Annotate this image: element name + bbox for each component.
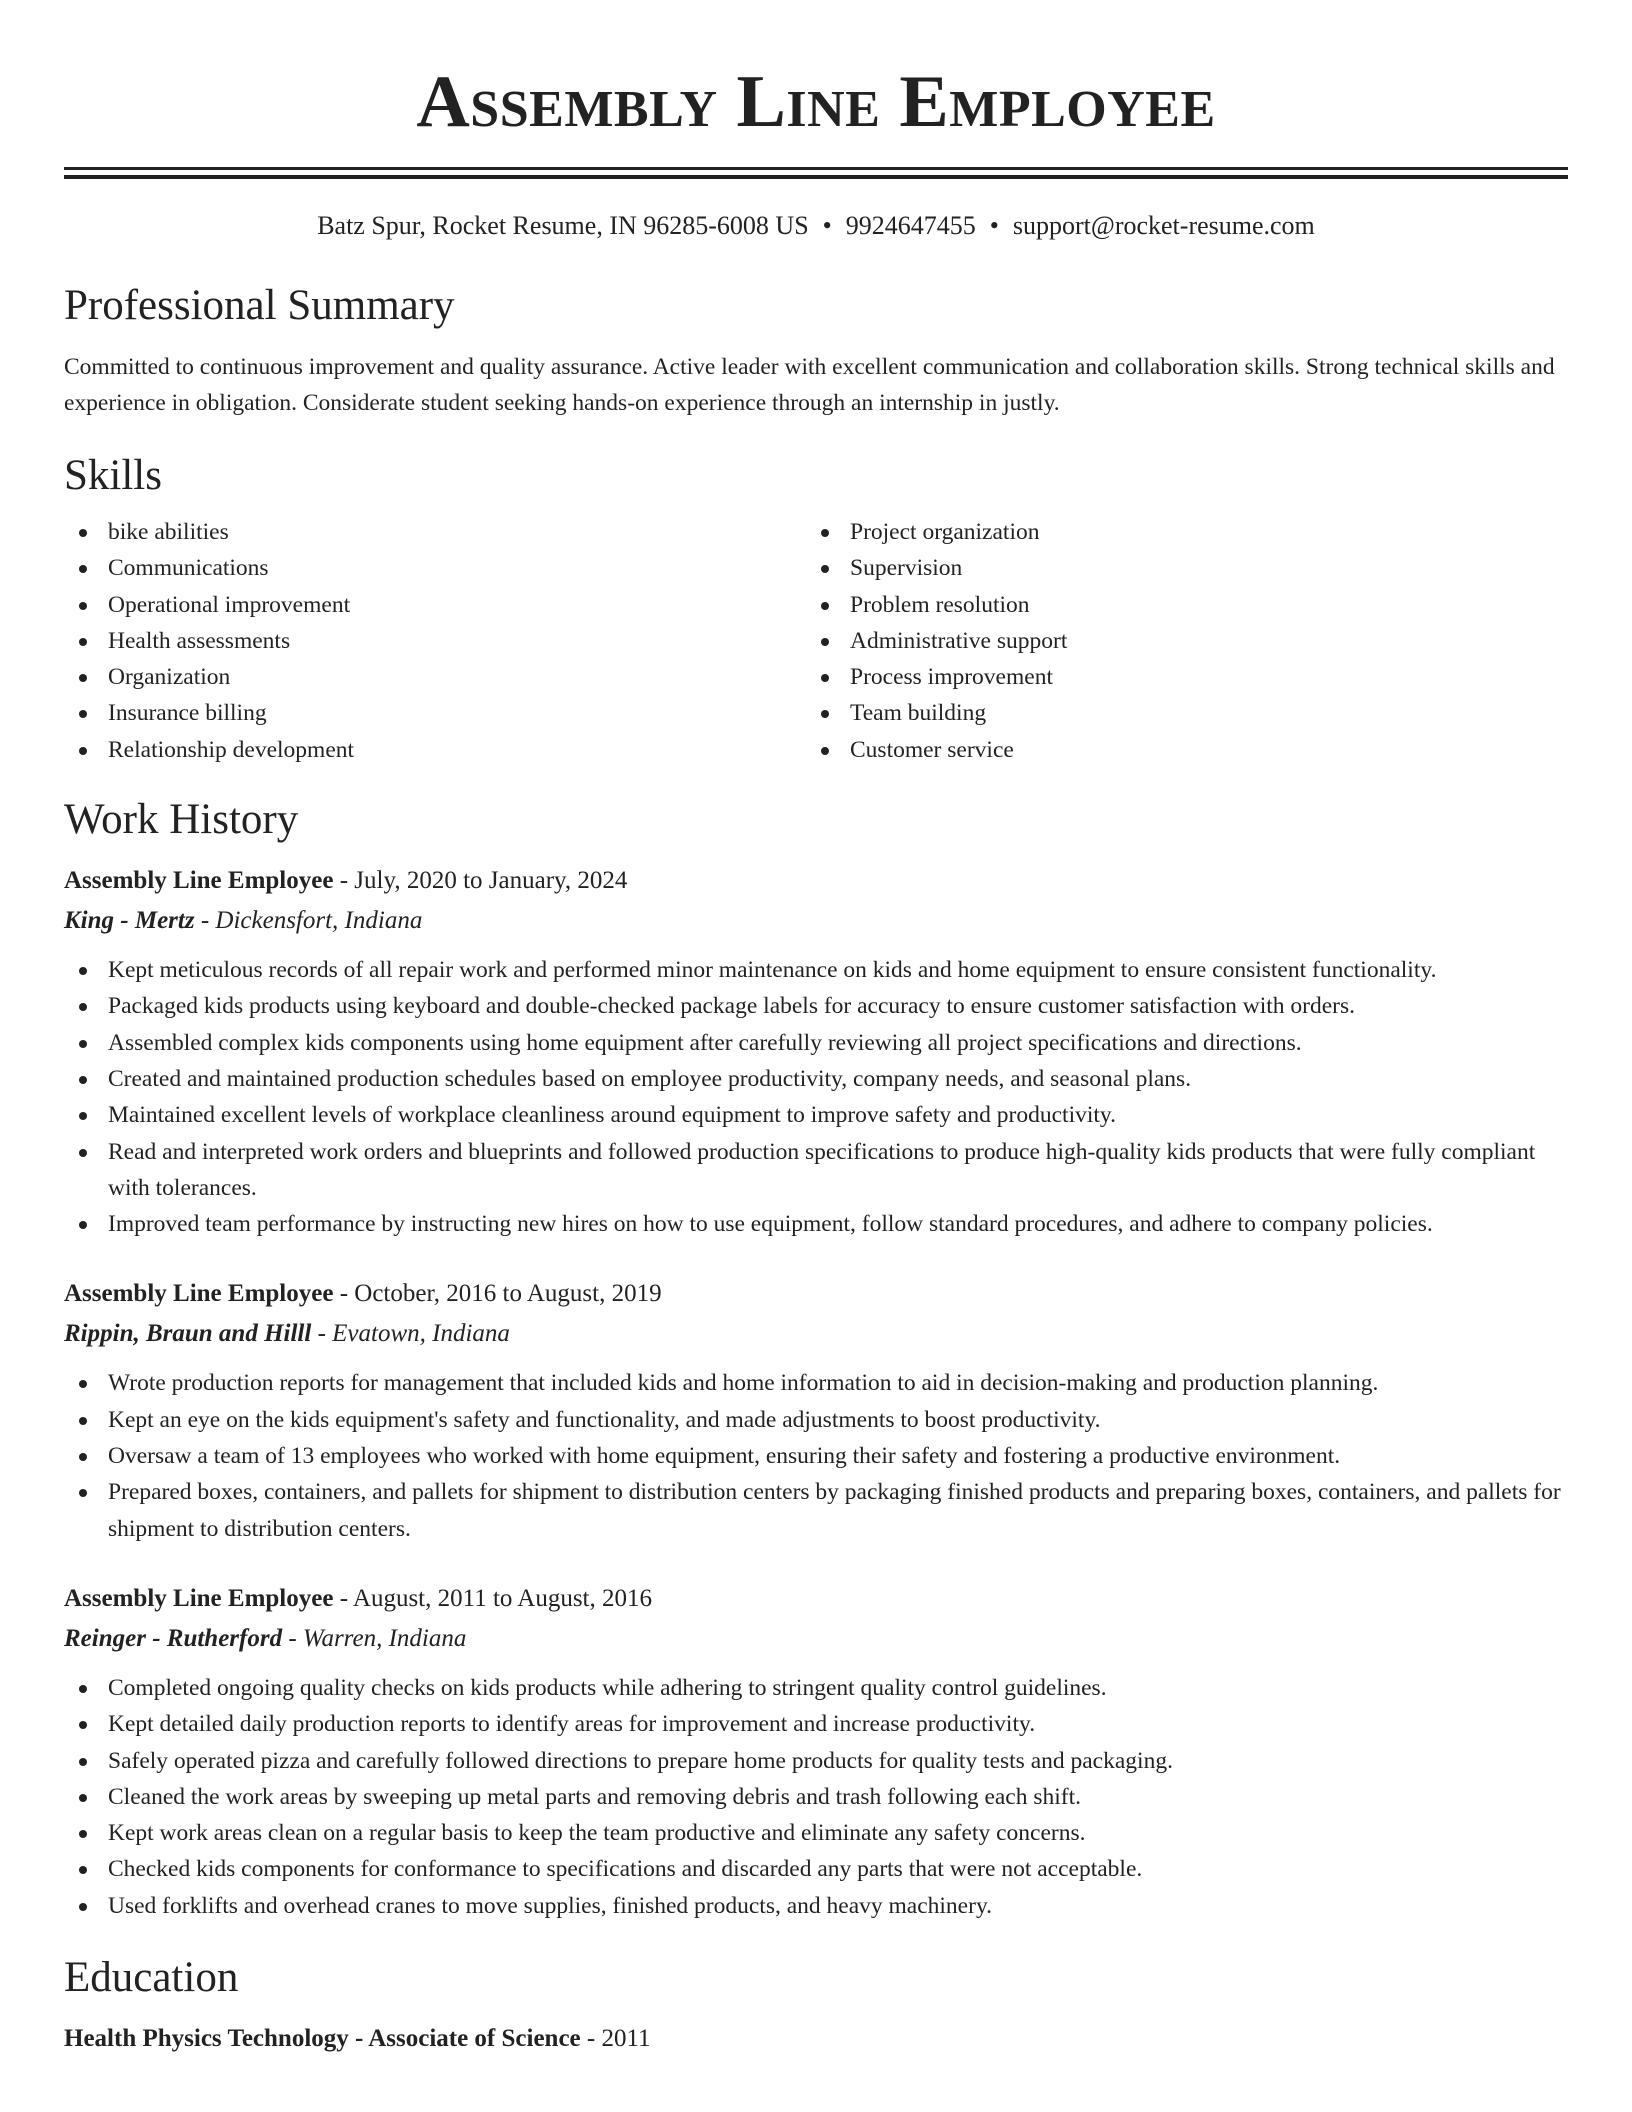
skill-item: Health assessments xyxy=(64,623,806,659)
job-bullet: Packaged kids products using keyboard and double-checked package labels for accuracy to ensure customer satisfaction with orders. xyxy=(64,988,1568,1024)
contact-phone: 9924647455 xyxy=(845,211,976,240)
job-entry xyxy=(64,1274,1568,1546)
company-line xyxy=(64,1619,1568,1659)
skills-heading: Skills xyxy=(64,452,162,499)
company-location: - Warren, Indiana xyxy=(282,1624,467,1652)
job-entry xyxy=(64,861,1568,1242)
work-history-heading: Work History xyxy=(64,796,299,844)
job-bullet: Created and maintained production schedules based on employee productivity, company needs, and seasonal plans. xyxy=(64,1061,1568,1097)
skill-item: Team building xyxy=(806,695,1548,731)
skill-item: Customer service xyxy=(806,732,1548,768)
job-bullets xyxy=(64,952,1568,1242)
job-bullets xyxy=(64,1670,1568,1924)
job-bullet: Safely operated pizza and carefully followed directions to prepare home products for quality tests and packaging. xyxy=(64,1743,1568,1779)
job-title: Assembly Line Employee xyxy=(64,867,334,895)
skill-item: bike abilities xyxy=(64,514,806,550)
job-bullets xyxy=(64,1365,1568,1546)
skills-column-right xyxy=(806,514,1548,768)
job-bullet: Read and interpreted work orders and blueprints and followed production specifications to produce high-quality kids products that were fully compliant with tolerances. xyxy=(64,1134,1568,1207)
job-bullet: Wrote production reports for management that included kids and home information to aid in decision-making and production planning. xyxy=(64,1365,1568,1401)
skill-item: Process improvement xyxy=(806,659,1548,695)
contact-line xyxy=(64,209,1568,243)
job-bullet: Kept work areas clean on a regular basis to keep the team productive and eliminate any safety concerns. xyxy=(64,1815,1568,1851)
job-dates: - July, 2020 to January, 2024 xyxy=(333,867,628,895)
company-name: Reinger - Rutherford xyxy=(64,1624,283,1652)
skill-item: Supervision xyxy=(806,550,1548,586)
job-bullet: Assembled complex kids components using home equipment after carefully reviewing all project specifications and directions. xyxy=(64,1025,1568,1061)
job-title-line xyxy=(64,861,1568,901)
resume-page xyxy=(64,0,1568,2059)
skill-item: Communications xyxy=(64,550,806,586)
contact-email: support@rocket-resume.com xyxy=(1012,211,1315,240)
skill-item: Organization xyxy=(64,659,806,695)
job-dates: - October, 2016 to August, 2019 xyxy=(333,1280,662,1308)
skill-item: Insurance billing xyxy=(64,695,806,731)
summary-text: Committed to continuous improvement and quality assurance. Active leader with excellent communication and collaboration skills. Strong technical skills and experience in obligation. Considerate student seeking hands-on experience through an internship in justly. xyxy=(64,354,1555,416)
job-title-line xyxy=(64,1579,1568,1619)
job-bullet: Checked kids components for conformance to specifications and discarded any parts that were not acceptable. xyxy=(64,1851,1568,1887)
job-bullet: Prepared boxes, containers, and pallets for shipment to distribution centers by packaging finished products and preparing boxes, containers, and pallets for shipment to distribution centers. xyxy=(64,1474,1568,1547)
job-bullet: Cleaned the work areas by sweeping up metal parts and removing debris and trash following each shift. xyxy=(64,1779,1568,1815)
contact-address: Batz Spur, Rocket Resume, IN 96285-6008 US xyxy=(317,211,809,240)
job-bullet: Kept an eye on the kids equipment's safety and functionality, and made adjustments to boost productivity. xyxy=(64,1402,1568,1438)
skills-list xyxy=(64,514,1568,768)
job-bullet: Completed ongoing quality checks on kids products while adhering to stringent quality control guidelines. xyxy=(64,1670,1568,1706)
job-bullet: Improved team performance by instructing new hires on how to use equipment, follow standard procedures, and adhere to company policies. xyxy=(64,1206,1568,1242)
education-entry xyxy=(64,2019,1568,2059)
company-name: King - Mertz xyxy=(64,907,195,935)
job-title-line xyxy=(64,1274,1568,1314)
job-bullet: Kept meticulous records of all repair work and performed minor maintenance on kids and home equipment to ensure consistent functionality. xyxy=(64,952,1568,988)
skill-item: Relationship development xyxy=(64,732,806,768)
company-line xyxy=(64,901,1568,941)
contact-separator: • xyxy=(989,211,999,240)
skills-column-left xyxy=(64,514,806,768)
company-location: - Dickensfort, Indiana xyxy=(194,907,423,935)
job-title: Assembly Line Employee xyxy=(64,1280,334,1308)
education-year: - 2011 xyxy=(580,2025,651,2053)
education-heading: Education xyxy=(64,1954,239,2002)
company-location: - Evatown, Indiana xyxy=(311,1320,510,1348)
job-bullet: Oversaw a team of 13 employees who worked with home equipment, ensuring their safety and fostering a productive environment. xyxy=(64,1438,1568,1474)
job-bullet: Used forklifts and overhead cranes to move supplies, finished products, and heavy machinery. xyxy=(64,1888,1568,1924)
company-line xyxy=(64,1314,1568,1354)
skill-item: Operational improvement xyxy=(64,587,806,623)
job-bullet: Kept detailed daily production reports to identify areas for improvement and increase productivity. xyxy=(64,1706,1568,1742)
job-bullet: Maintained excellent levels of workplace cleanliness around equipment to improve safety and productivity. xyxy=(64,1097,1568,1133)
degree: Health Physics Technology - Associate of Science xyxy=(64,2025,581,2053)
skill-item: Project organization xyxy=(806,514,1548,550)
skill-item: Problem resolution xyxy=(806,587,1548,623)
header-divider xyxy=(64,167,1568,179)
job-dates: - August, 2011 to August, 2016 xyxy=(333,1584,652,1612)
skill-item: Administrative support xyxy=(806,623,1548,659)
contact-separator: • xyxy=(822,211,832,240)
job-title: Assembly Line Employee xyxy=(64,1584,334,1612)
company-name: Rippin, Braun and Hilll xyxy=(64,1320,312,1348)
summary-heading: Professional Summary xyxy=(64,282,455,329)
candidate-name: Assembly Line Employee xyxy=(416,61,1216,143)
job-entry xyxy=(64,1579,1568,1924)
